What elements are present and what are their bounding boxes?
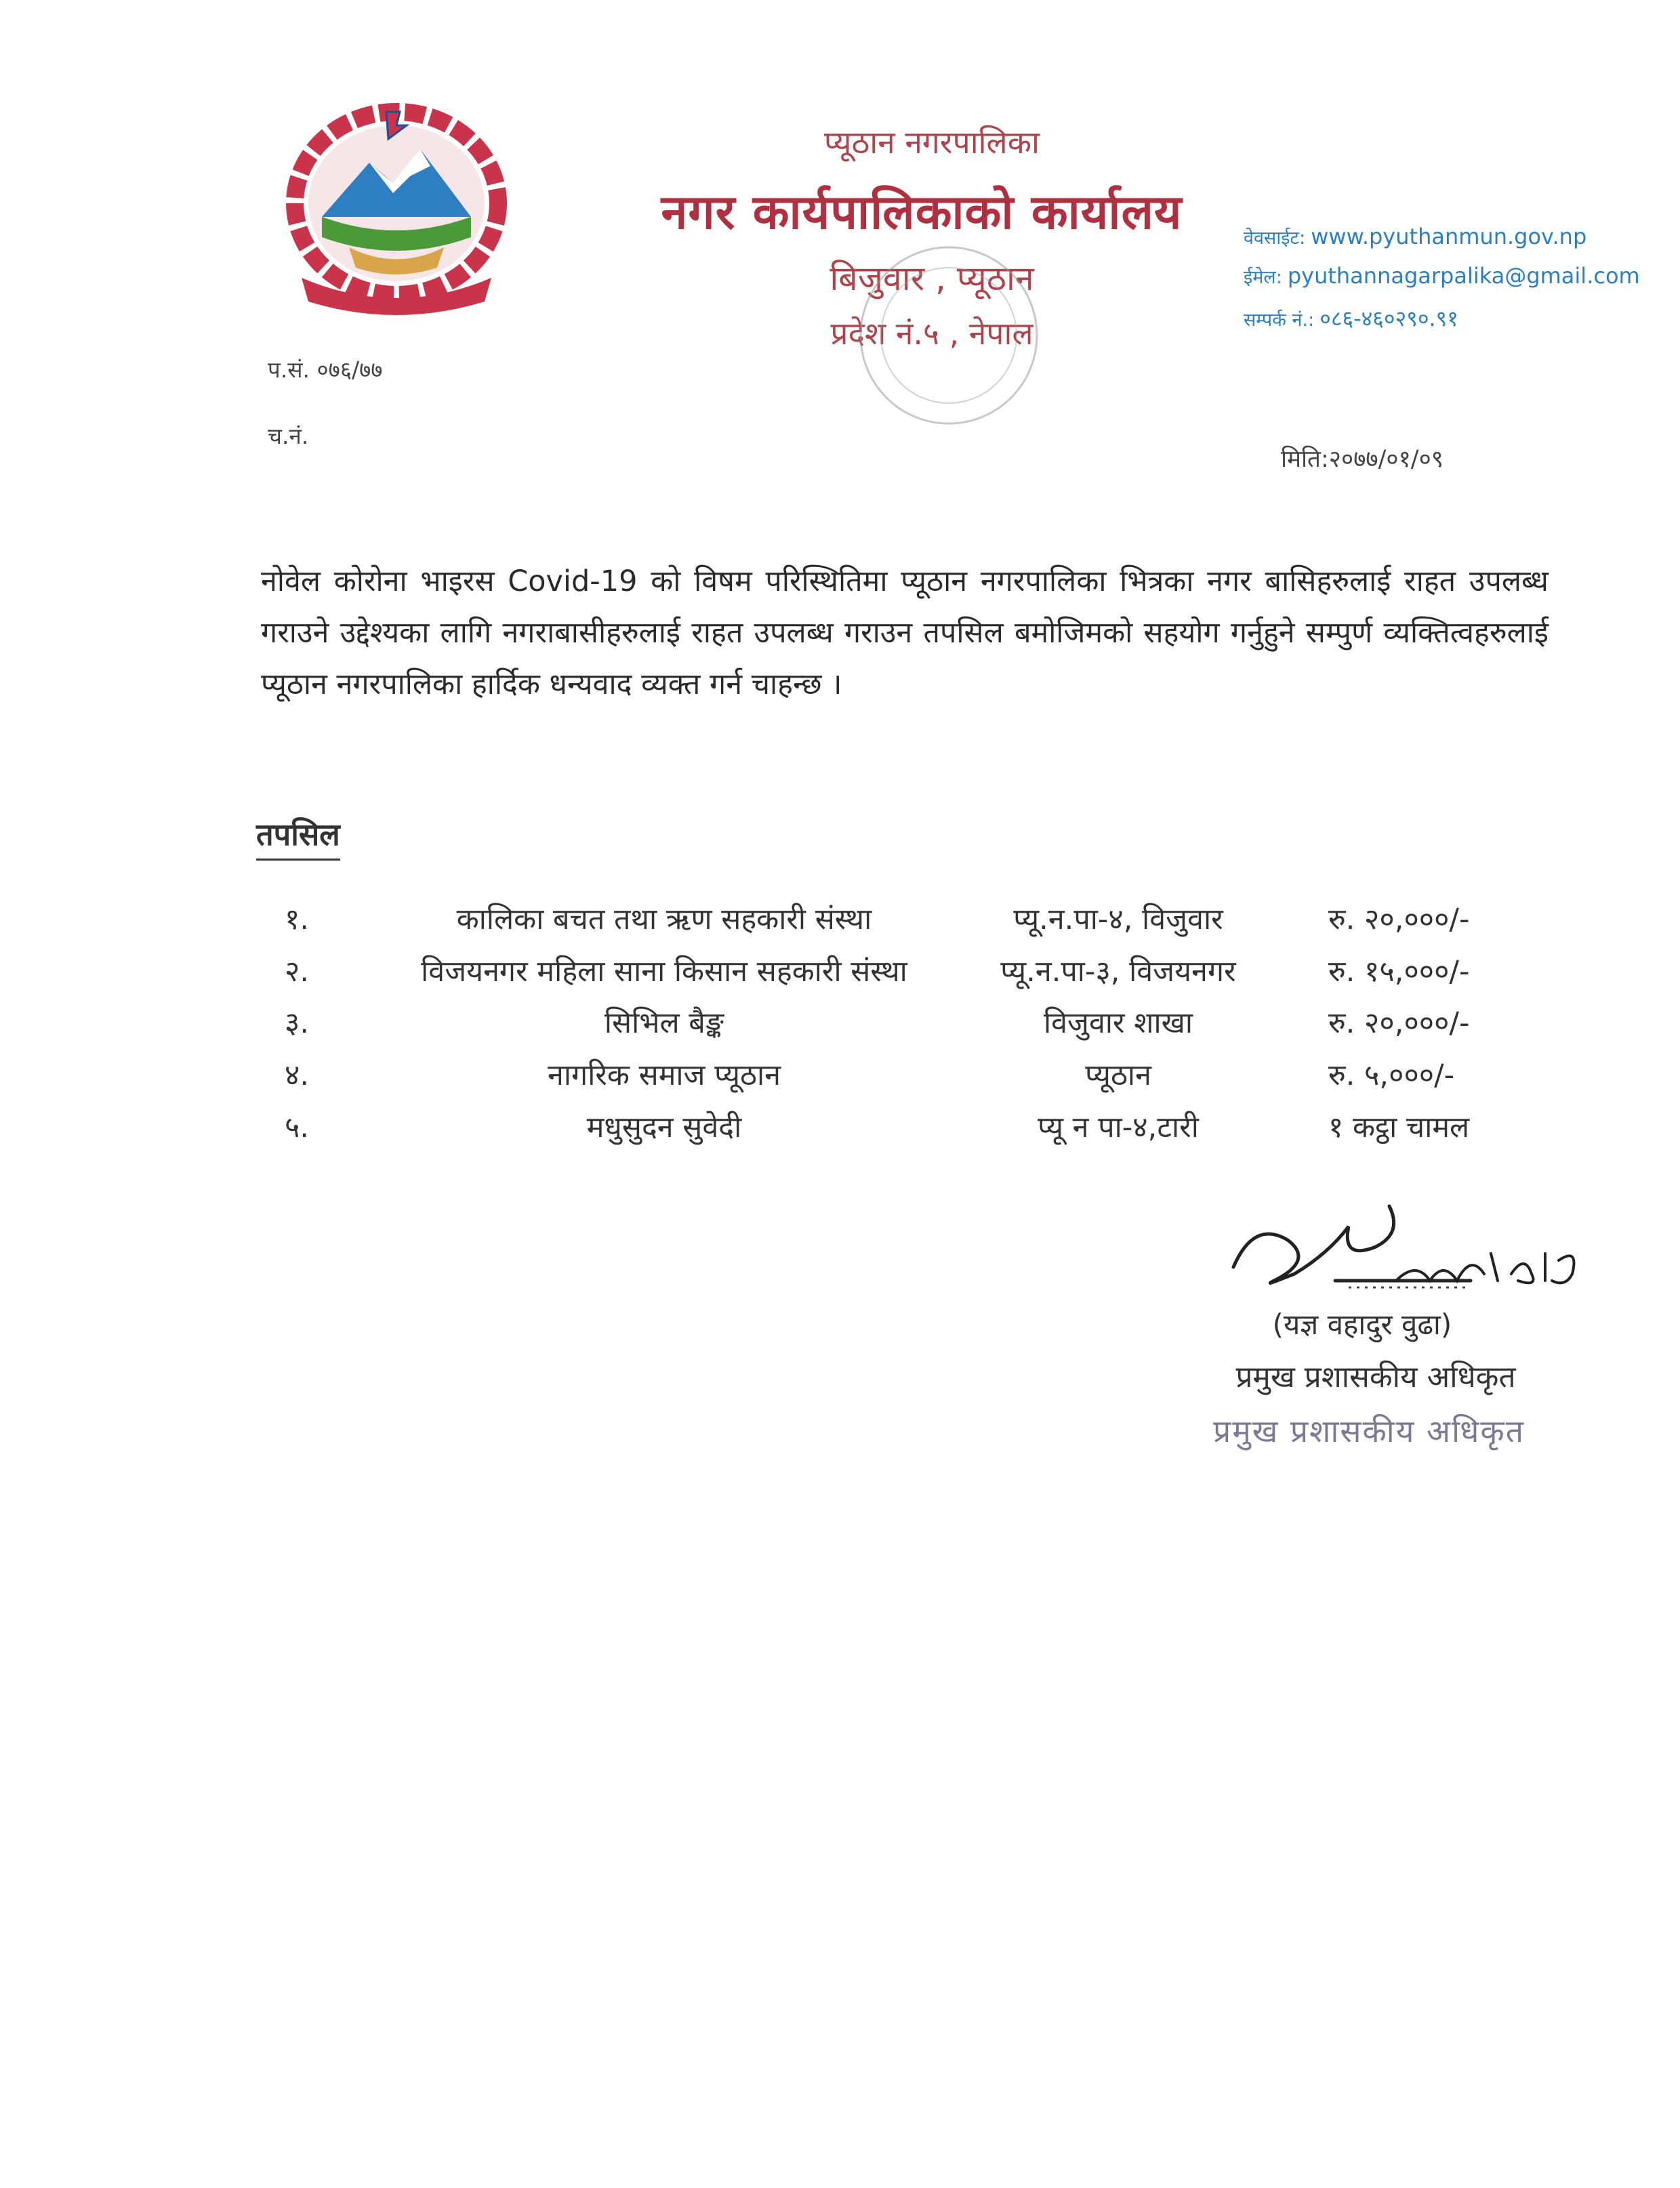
donor-name: सिभिल बैङ्क	[604, 1006, 724, 1040]
donor-serial: ४.	[285, 1058, 310, 1092]
letter-date: मिति:२०७७/०१/०९	[1281, 446, 1443, 473]
donor-serial: ३.	[285, 1006, 310, 1040]
office-name: नगर कार्यपालिकाको कार्यालय	[661, 184, 1183, 240]
donor-amount: रु. ५,०००/-	[1328, 1058, 1455, 1092]
handwritten-signature-icon	[1213, 1179, 1593, 1301]
designation-stamp: प्रमुख प्रशासकीय अधिकृत	[1213, 1413, 1525, 1449]
donor-row	[0, 950, 1680, 997]
email-contact	[1244, 263, 1640, 289]
office-city: बिजुवार , प्यूठान	[829, 259, 1034, 298]
office-province: प्रदेश नं.५ , नेपाल	[830, 315, 1033, 352]
donor-place: प्यू.न.पा-३, विजयनगर	[1000, 955, 1236, 989]
donor-serial: २.	[285, 955, 310, 989]
website-contact	[1244, 224, 1586, 249]
donor-row	[0, 898, 1680, 945]
donor-place: प्यूठान	[1085, 1058, 1151, 1092]
donor-row	[0, 1054, 1680, 1101]
phone-label: सम्पर्क नं.:	[1244, 310, 1315, 331]
donor-amount: रु. २०,०००/-	[1328, 1006, 1470, 1040]
letter-ps-number: प.सं. ०७६/७७	[268, 356, 383, 383]
office-seal-icon	[820, 234, 1078, 437]
website-label: वेवसाईट:	[1244, 228, 1306, 249]
donor-row	[0, 1002, 1680, 1049]
donor-name: विजयनगर महिला साना किसान सहकारी संस्था	[421, 955, 907, 989]
email-value[interactable]: pyuthannagarpalika@gmail.com	[1287, 263, 1640, 289]
donor-place: प्यू.न.पा-४, विजुवार	[1013, 903, 1223, 936]
donor-serial: ५.	[285, 1111, 310, 1144]
letter-body: नोवेल कोरोना भाइरस Covid-19 को विषम परिस्थितिमा प्यूठान नगरपालिका भित्रका नगर बासिहरुलाई राहत उपलब्ध गराउने उद्देश्यका लागि नगराबासीहरुलाई राहत उपलब्ध गराउन तपसिल बमोजिमको सहयोग गर्नुहुने सम्पुर्ण व्यक्तित्वहरुलाई प्यूठान नगरपालिका हार्दिक धन्यवाद व्यक्त गर्न चाहन्छ ।	[261, 564, 1549, 701]
donor-place: विजुवार शाखा	[1044, 1006, 1193, 1040]
donor-place: प्यू न पा-४,टारी	[1038, 1111, 1199, 1144]
donor-serial: १.	[285, 903, 310, 936]
signer-designation: प्रमुख प्रशासकीय अधिकृत	[1235, 1360, 1516, 1395]
website-value[interactable]: www.pyuthanmun.gov.np	[1311, 224, 1587, 249]
municipality-name: प्यूठान नगरपालिका	[824, 124, 1040, 161]
office-seal	[861, 247, 1037, 424]
phone-value: ०८६-४६०२९०.९१	[1319, 306, 1458, 331]
email-label: ईमेल:	[1244, 267, 1282, 288]
donor-name: नागरिक समाज प्यूठान	[548, 1058, 781, 1092]
donor-amount: रु. १५,०००/-	[1328, 955, 1470, 989]
donor-name: कालिका बचत तथा ऋण सहकारी संस्था	[456, 903, 872, 936]
letter-ch-number: च.नं.	[268, 423, 309, 449]
donor-amount: रु. २०,०००/-	[1328, 903, 1470, 936]
donor-row	[0, 1106, 1680, 1153]
donor-amount: १ कट्ठा चामल	[1328, 1111, 1470, 1144]
signer-name: (यज्ञ वहादुर वुढा)	[1272, 1308, 1452, 1341]
donor-name: मधुसुदन सुवेदी	[586, 1111, 742, 1144]
tapsil-heading: तपसिल	[256, 813, 340, 861]
national-emblem-icon	[274, 102, 518, 318]
phone-contact	[1244, 304, 1458, 333]
